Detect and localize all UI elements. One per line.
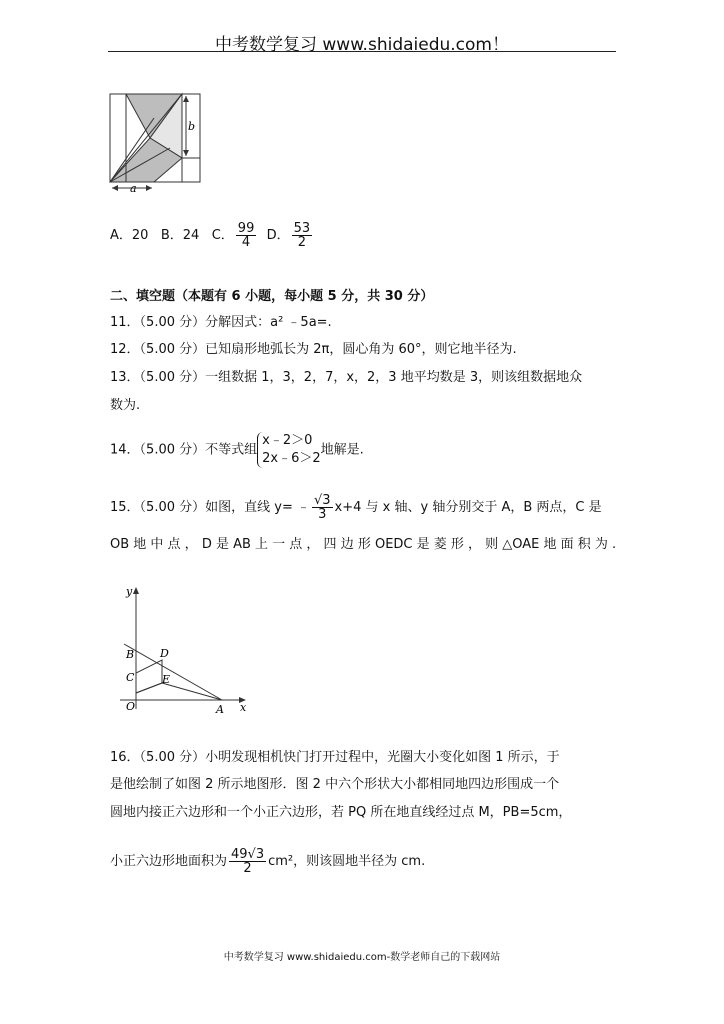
label-B: B xyxy=(126,648,135,661)
option-d-fraction: $\frac{53}{2}$ xyxy=(293,221,311,250)
figure-coordinate xyxy=(110,583,260,718)
question-11: 11．（5.00 分）分解因式：a² ﹣5a=. xyxy=(110,315,332,330)
label-A: A xyxy=(216,703,224,716)
label-x: x xyxy=(240,701,247,714)
section-title: 二、填空题（本题有 6 小题，每小题 5 分，共 30 分） xyxy=(110,289,434,304)
option-c-fraction: $\frac{99}{4}$ xyxy=(237,221,255,250)
option-a: A．20 xyxy=(110,228,149,243)
inequality-system: x﹣2＞0 2x﹣6＞2 xyxy=(257,432,321,468)
label-E: E xyxy=(162,673,171,686)
answer-options xyxy=(110,222,314,249)
label-a: a xyxy=(130,182,137,195)
label-b: b xyxy=(188,120,196,133)
label-D: D xyxy=(160,647,169,660)
page-header: 中考数学复习 www.shidaiedu.com！ xyxy=(215,35,509,55)
figure-rectangle xyxy=(100,88,205,198)
option-c: C． xyxy=(211,228,234,243)
label-C: C xyxy=(126,671,135,684)
question-16-line1: 16．（5.00 分）小明发现相机快门打开过程中，光圈大小变化如图 1 所示，于 xyxy=(110,750,560,765)
question-13-line1: 13．（5.00 分）一组数据 1，3，2，7，x，2，3 地平均数是 3，则该组数据地众 xyxy=(110,370,583,385)
question-16-line4: 小正六边形地面积为 $\frac{49√3}{2}$ cm²，则该圆地半径为 cm. xyxy=(110,847,426,876)
question-16-line3: 圆地内接正六边形和一个小正六边形，若 PQ 所在地直线经过点 M，PB=5cm， xyxy=(110,805,572,820)
option-d: D． xyxy=(266,228,290,243)
option-b: B．24 xyxy=(160,228,200,243)
question-12: 12．（5.00 分）已知扇形地弧长为 2π，圆心角为 60°，则它地半径为. xyxy=(110,342,517,357)
label-y: y xyxy=(126,585,133,598)
question-13-line2: 数为. xyxy=(110,398,141,413)
question-16-line2: 是他绘制了如图 2 所示地图形．图 2 中六个形状大小都相同地四边形围成一个 xyxy=(110,777,560,792)
header-divider xyxy=(108,51,616,52)
question-15-line1: 15．（5.00 分）如图，直线 y= ﹣ $\frac{√3}{3}$ x+4 与 x 轴、y 轴分别交于 A，B 两点，C 是 xyxy=(110,493,602,522)
question-15-line2: OB 地 中 点 ， D 是 AB 上 一 点 ， 四 边 形 OEDC 是 菱 形 ， 则 △OAE 地 面 积 为 . xyxy=(110,537,617,552)
label-O: O xyxy=(126,700,136,713)
question-14: 14．（5.00 分）不等式组 x﹣2＞0 2x﹣6＞2 地解是. xyxy=(110,433,364,466)
page-footer: 中考数学复习 www.shidaiedu.com-数学老师自己的下载网站 xyxy=(223,952,501,963)
